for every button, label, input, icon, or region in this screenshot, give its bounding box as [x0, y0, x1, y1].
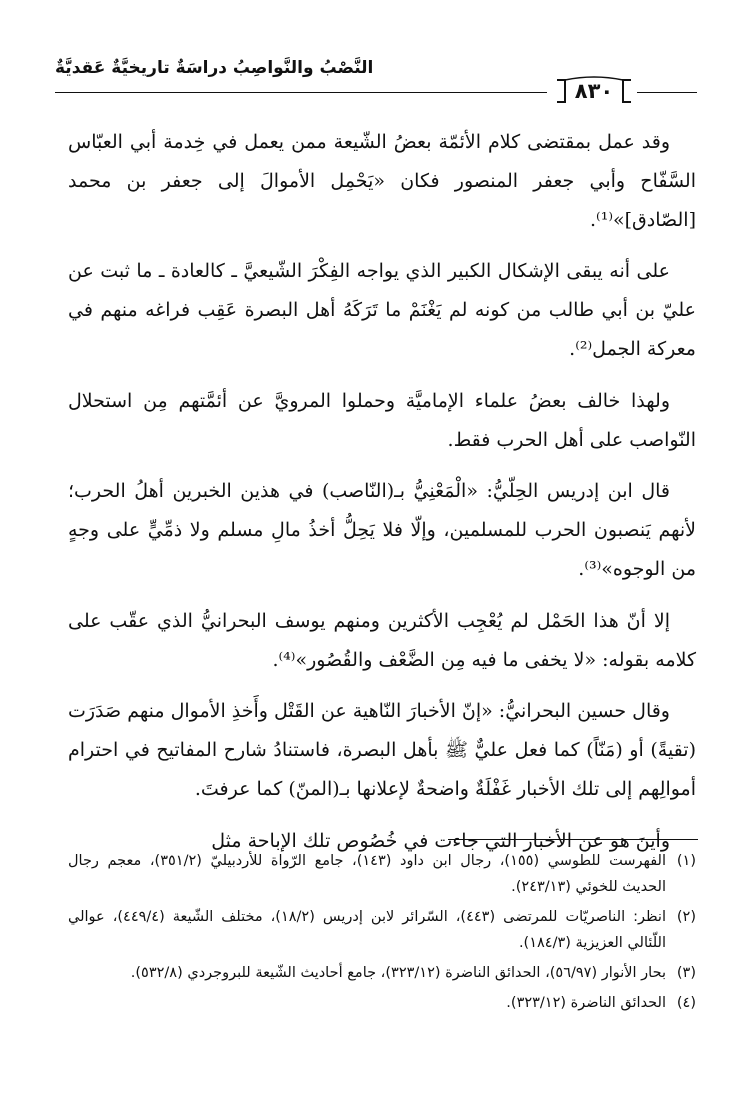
footnote-text: انظر: الناصريّات للمرتضى (٤٤٣)، السّرائر لابن إدريس (١٨/٢)، مختلف الشّيعة (٤٤٩/٤)، عوالي اللّئالي العزيزية (١٨٤/٣). — [68, 909, 666, 951]
header-rule — [637, 92, 697, 93]
paragraph: وقال حسين البحرانيُّ: «إنّ الأخبارَ النّاهية عن القَتْل وأَخذِ الأموال منهم صَدَرَت (تقيةً) أو (مَنّاً) كما فعل عليٌّ ﷺ بأهل البصرة، فاستنادُ شارح المفاتيح في احترام أموالِهم إلى تلك الأخبار غَفْلَةٌ واضحةٌ لإعلانها بـ(المنّ) كما عرفتَ. — [68, 700, 696, 800]
footnotes — [68, 848, 696, 1020]
footnote-item — [68, 990, 696, 1016]
footnote-number: (٤) — [676, 995, 696, 1011]
running-header-title: النَّصْبُ والنَّواصِبُ دراسَةٌ تاريخيَّةٌ عَقديَّةٌ — [55, 58, 374, 78]
page-number: ٨٣٠ — [574, 79, 614, 103]
page-number-badge — [553, 76, 635, 106]
footnote-text: الفهرست للطوسي (١٥٥)، رجال ابن داود (١٤٣)، جامع الرّواة للأردبيليّ (٣٥١/٢)، معجم رجال الحديث للخوئي (٢٤٣/١٣). — [68, 853, 666, 895]
footnote-text: الحدائق الناضرة (٣٢٣/١٢). — [506, 995, 666, 1011]
footnote-text: بحار الأنوار (٥٦/٩٧)، الحدائق الناضرة (٣٢٣/١٢)، جامع أحاديث الشّيعة للبروجردي (٥٣٢/٨). — [130, 965, 666, 981]
footnote-number: (٣) — [676, 965, 696, 981]
footnote-separator — [448, 839, 698, 840]
page-header — [55, 58, 697, 110]
paragraph: وقد عمل بمقتضى كلام الأئمّة بعضُ الشّيعة ممن يعمل في خِدمة أبي العبّاس السَّفّاح وأبي جعفر المنصور فكان «يَحْمِل الأموالَ إلى جعفر بن محمد [الصّادق]»⁽¹⁾. — [68, 131, 696, 231]
footnote-item — [68, 848, 696, 900]
body-text — [68, 123, 696, 874]
paragraph: على أنه يبقى الإشكال الكبير الذي يواجه الفِكْرَ الشّيعيَّ ـ كالعادة ـ ما ثبت عن عليّ بن أبي طالب من كونه لم يَغْنَمْ ما تَرَكَهُ أهل البصرة عَقِب فراغه منهم في معركة الجمل⁽²⁾. — [68, 260, 696, 360]
paragraph: ولهذا خالف بعضُ علماء الإماميَّة وحملوا المرويَّ عن أئمَّتهم مِن استحلال النّواصب على أهل الحرب فقط. — [68, 389, 696, 451]
header-rule — [55, 92, 547, 93]
paragraph: إلا أنّ هذا الحَمْل لم يُعْجِب الأكثرين ومنهم يوسف البحرانيُّ الذي عقّب على كلامه بقوله: «لا يخفى ما فيه مِن الضَّعْف والقُصُور»⁽⁴⁾. — [68, 609, 696, 671]
footnote-number: (٢) — [676, 909, 696, 925]
paragraph: وأينَ هو عن الأخبار التي جاءت في خُصُوص تلك الإباحة مثل — [211, 829, 670, 852]
footnote-item — [68, 960, 696, 986]
footnote-item — [68, 904, 696, 956]
paragraph: قال ابن إدريس الحِلّيُّ: «الْمَعْنِيُّ بـ(النّاصب) في هذين الخبرين أهلُ الحرب؛ لأنهم يَنصبون الحرب للمسلمين، وإلّا فلا يَحِلُّ أخذُ مالِ مسلم ولا ذمِّيٍّ على وجهٍ من الوجوه»⁽³⁾. — [68, 480, 696, 580]
footnote-number: (١) — [676, 853, 696, 869]
